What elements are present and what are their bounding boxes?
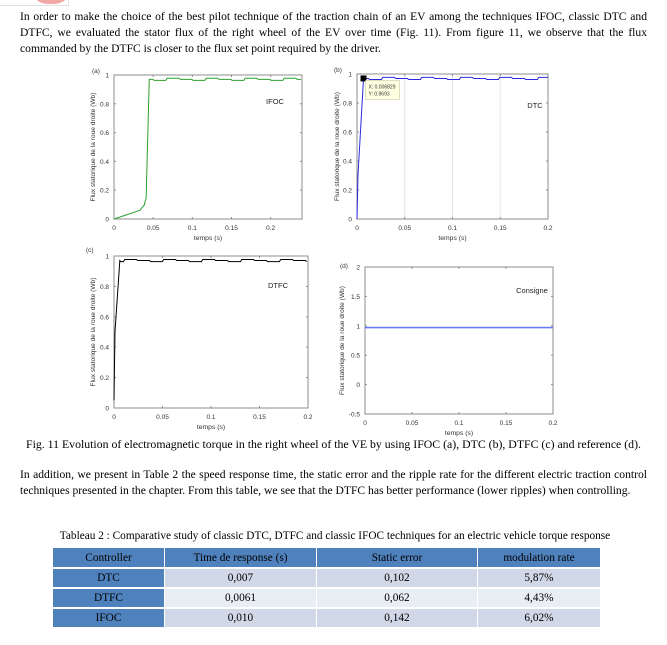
x-tick-label: 0.1 bbox=[454, 420, 464, 427]
x-tick-label: 0.05 bbox=[146, 225, 160, 232]
series-annotation: IFOC bbox=[266, 97, 284, 106]
y-axis-label: Flux statorique de la roue droite (Wb) bbox=[90, 92, 97, 202]
table-row bbox=[53, 609, 601, 627]
y-axis-label: Flux statorique de la roue droite (Wb) bbox=[90, 277, 97, 387]
cell-response-time: 0,010 bbox=[165, 609, 317, 627]
y-tick-label: 0.8 bbox=[342, 100, 352, 108]
x-tick-label: 0.2 bbox=[303, 414, 313, 421]
table-row bbox=[53, 569, 601, 587]
y-tick-label: 0.6 bbox=[99, 130, 109, 138]
y-tick-label: 1.5 bbox=[350, 293, 360, 301]
x-tick-label: 0.2 bbox=[543, 225, 553, 232]
x-tick-label: 0.2 bbox=[548, 420, 558, 427]
x-tick-label: 0 bbox=[112, 414, 116, 421]
y-tick-label: 0 bbox=[105, 216, 109, 224]
y-tick-label: 0 bbox=[105, 405, 109, 413]
cell-static-error: 0,062 bbox=[317, 589, 478, 607]
panel-label: (a) bbox=[92, 68, 100, 75]
x-tick-label: 0 bbox=[363, 420, 367, 427]
figure-caption: Fig. 11 Evolution of electromagnetic torque in the right wheel of the VE by using IFOC (a), DTC (b), DTFC (c) and reference (d). bbox=[26, 437, 641, 451]
cell-controller: IFOC bbox=[53, 609, 165, 627]
x-axis-label: temps (s) bbox=[438, 235, 467, 242]
y-tick-label: 0 bbox=[356, 382, 360, 390]
series-annotation: DTFC bbox=[268, 281, 288, 290]
x-tick-label: 0.15 bbox=[493, 225, 507, 232]
y-tick-label: 1 bbox=[105, 253, 109, 261]
panel-label: (d) bbox=[340, 263, 348, 270]
comparison-table bbox=[53, 546, 601, 629]
header-response-time: Time de response (s) bbox=[165, 548, 317, 567]
y-tick-label: 0.2 bbox=[342, 187, 352, 195]
y-tick-label: -0.5 bbox=[348, 411, 360, 419]
panel-label: (b) bbox=[334, 67, 342, 74]
y-tick-label: 0.6 bbox=[342, 129, 352, 137]
y-tick-label: 0.5 bbox=[350, 352, 360, 360]
analysis-paragraph: In addition, we present in Table 2 the speed response time, the static error and the ripple rate for the different electric traction control techniques presented in the chapter. From this table, we see that the DTFC has better performance (lower ripples) when controlling. bbox=[20, 468, 647, 497]
x-tick-label: 0.05 bbox=[156, 414, 169, 421]
datatip-y: Y: 0.9693 bbox=[368, 91, 390, 98]
x-tick-label: 0.1 bbox=[187, 225, 197, 232]
chart-panel-3 bbox=[114, 256, 308, 408]
series-annotation: Consigne bbox=[516, 286, 548, 295]
y-tick-label: 0.8 bbox=[99, 101, 109, 109]
cell-controller: DTC bbox=[53, 569, 165, 587]
panel-label: (c) bbox=[86, 247, 94, 254]
y-tick-label: 0.4 bbox=[99, 158, 109, 166]
cell-modulation-rate: 6,02% bbox=[478, 609, 601, 627]
cell-response-time: 0,007 bbox=[165, 569, 317, 587]
x-tick-label: 0 bbox=[355, 225, 359, 232]
y-tick-label: 0.2 bbox=[99, 375, 109, 383]
cell-modulation-rate: 5,87% bbox=[478, 569, 601, 587]
intro-paragraph: In order to make the choice of the best pilot technique of the traction chain of an EV among the techniques IFOC, classic DTC and DTFC, we evaluated the stator flux of the right wheel of the EV over time (Fig. 11). From figure 11, we observe that the flux commanded by the DTFC is closer to the flux set point required by the driver. bbox=[20, 10, 647, 55]
x-tick-label: 0.05 bbox=[398, 225, 412, 232]
header-controller: Controller bbox=[53, 548, 165, 567]
series-annotation: DTC bbox=[527, 101, 543, 110]
x-tick-label: 0.15 bbox=[253, 414, 266, 421]
y-tick-label: 0.4 bbox=[99, 344, 109, 352]
x-tick-label: 0.2 bbox=[266, 225, 276, 232]
table-caption: Tableau 2 : Comparative study of classic DTC, DTFC and classic IFOC techniques for an electric vehicle torque response bbox=[59, 530, 611, 542]
cell-modulation-rate: 4,43% bbox=[478, 589, 601, 607]
x-tick-label: 0.15 bbox=[225, 225, 238, 232]
table-row bbox=[53, 589, 601, 607]
x-tick-label: 0 bbox=[112, 225, 116, 232]
y-tick-label: 1 bbox=[356, 323, 360, 331]
x-tick-label: 0.1 bbox=[206, 414, 216, 421]
y-tick-label: 0.4 bbox=[342, 158, 352, 166]
cell-static-error: 0,142 bbox=[317, 609, 478, 627]
cell-static-error: 0,102 bbox=[317, 569, 478, 587]
cell-controller: DTFC bbox=[53, 589, 165, 607]
y-tick-label: 0.2 bbox=[99, 187, 109, 195]
x-tick-label: 0.1 bbox=[447, 225, 458, 232]
x-tick-label: 0.05 bbox=[405, 420, 419, 427]
y-tick-label: 1 bbox=[105, 72, 109, 80]
y-tick-label: 0 bbox=[348, 216, 352, 224]
y-tick-label: 0.6 bbox=[99, 314, 109, 322]
y-tick-label: 1 bbox=[348, 71, 352, 79]
y-axis-label: Flux statorique de la roue droite (Wb) bbox=[334, 92, 341, 201]
header-static-error: Static error bbox=[317, 548, 478, 567]
datatip-x: X: 0.006829 bbox=[368, 84, 396, 91]
y-tick-label: 2 bbox=[356, 264, 360, 272]
table-header-row bbox=[53, 548, 601, 567]
x-axis-label: temps (s) bbox=[193, 235, 223, 242]
x-axis-label: temps (s) bbox=[444, 430, 474, 437]
axes-frame bbox=[114, 256, 308, 408]
y-tick-label: 0.8 bbox=[99, 283, 109, 291]
x-tick-label: 0.15 bbox=[499, 420, 513, 427]
cell-response-time: 0,0061 bbox=[165, 589, 317, 607]
header-modulation-rate: modulation rate bbox=[478, 548, 601, 567]
y-axis-label: Flux statorique de la roue droite (Wb) bbox=[339, 286, 346, 395]
x-axis-label: temps (s) bbox=[196, 424, 226, 431]
